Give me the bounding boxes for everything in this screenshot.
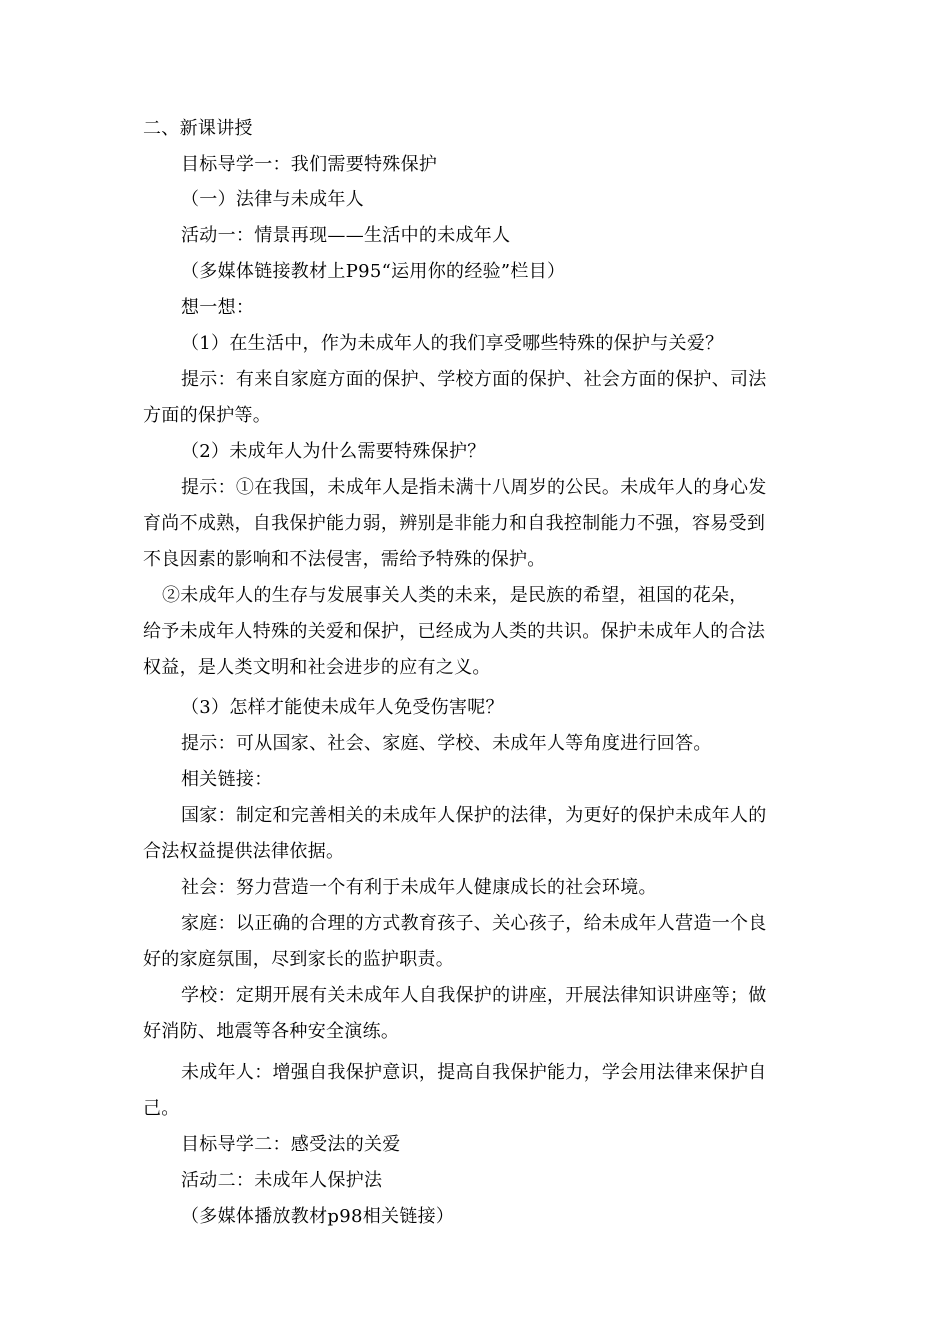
paragraph-line: 提示：可从国家、社会、家庭、学校、未成年人等角度进行回答。 [181,733,712,754]
paragraph-line: 学校：定期开展有关未成年人自我保护的讲座，开展法律知识讲座等；做 [181,985,767,1006]
subsection-heading: （一）法律与未成年人 [181,189,364,210]
paragraph-line: （多媒体播放教材p98相关链接） [181,1206,455,1227]
paragraph-line: 家庭：以正确的合理的方式教育孩子、关心孩子，给未成年人营造一个良 [181,913,767,934]
goal-heading-1: 目标导学一：我们需要特殊保护 [181,154,438,175]
paragraph-line: 国家：制定和完善相关的未成年人保护的法律，为更好的保护未成年人的 [181,805,767,826]
paragraph-line: 给予未成年人特殊的关爱和保护，已经成为人类的共识。保护未成年人的合法 [143,621,766,642]
paragraph-line: 不良因素的影响和不法侵害，需给予特殊的保护。 [143,549,546,570]
paragraph-line: 育尚不成熟，自我保护能力弱，辨别是非能力和自我控制能力不强，容易受到 [143,513,766,534]
paragraph-line: 权益，是人类文明和社会进步的应有之义。 [143,657,491,678]
paragraph-line: 想一想： [181,297,255,318]
section-heading: 二、新课讲授 [143,118,253,139]
question-2: （2）未成年人为什么需要特殊保护？ [181,441,486,462]
paragraph-line: 社会：努力营造一个有利于未成年人健康成长的社会环境。 [181,877,657,898]
paragraph-line: （多媒体链接教材上P95“运用你的经验”栏目） [181,261,566,282]
question-1: （1）在生活中，作为未成年人的我们享受哪些特殊的保护与关爱？ [181,333,724,354]
paragraph-line: 提示：有来自家庭方面的保护、学校方面的保护、社会方面的保护、司法 [181,369,767,390]
paragraph-line: 未成年人：增强自我保护意识，提高自我保护能力，学会用法律来保护自 [181,1062,767,1083]
question-3: （3）怎样才能使未成年人免受伤害呢？ [181,697,504,718]
paragraph-line: ②未成年人的生存与发展事关人类的未来，是民族的希望，祖国的花朵， [162,585,748,606]
paragraph-line: 好的家庭氛围，尽到家长的监护职责。 [143,949,455,970]
paragraph-line: 相关链接： [181,769,273,790]
paragraph-line: 提示：①在我国，未成年人是指未满十八周岁的公民。未成年人的身心发 [181,477,767,498]
paragraph-line: 方面的保护等。 [143,405,272,426]
paragraph-line: 合法权益提供法律依据。 [143,841,345,862]
activity-heading-2: 活动二：未成年人保护法 [181,1170,383,1191]
paragraph-line: 己。 [143,1098,180,1119]
paragraph-line: 好消防、地震等各种安全演练。 [143,1021,400,1042]
goal-heading-2: 目标导学二：感受法的关爱 [181,1134,401,1155]
activity-heading-1: 活动一：情景再现——生活中的未成年人 [181,225,511,246]
